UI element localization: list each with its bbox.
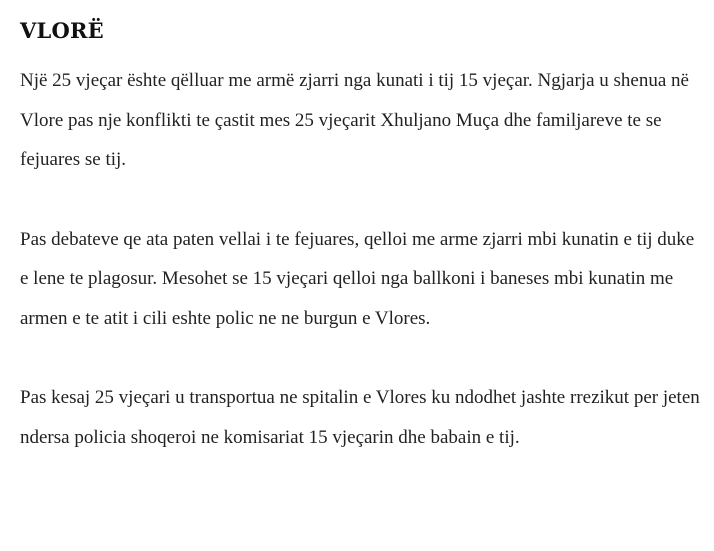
article-body: [20, 14, 700, 457]
article-paragraph-2: Pas debateve qe ata paten vellai i te fejuares, qelloi me arme zjarri mbi kunatin e tij duke e lene te plagosur. Mesohet se 15 vjeçari qelloi nga ballkoni i baneses mbi kunatin me armen e te atit i cili eshte polic ne ne burgun e Vlores.: [20, 228, 695, 329]
article-paragraph-3: Pas kesaj 25 vjeçari u transportua ne spitalin e Vlores ku ndodhet jashte rrezikut per jeten ndersa policia shoqeroi ne komisariat 15 vjeçarin dhe babain e tij.: [20, 387, 700, 448]
article-headline: VLORË: [20, 18, 104, 43]
article-paragraph-1: Një 25 vjeçar ështe qëlluar me armë zjarri nga kunati i tij 15 vjeçar. Ngjarja u shenua në Vlore pas nje konflikti te çastit mes 25 vjeçarit Xhuljano Muça dhe familjareve te se fejuares se tij.: [20, 70, 689, 170]
